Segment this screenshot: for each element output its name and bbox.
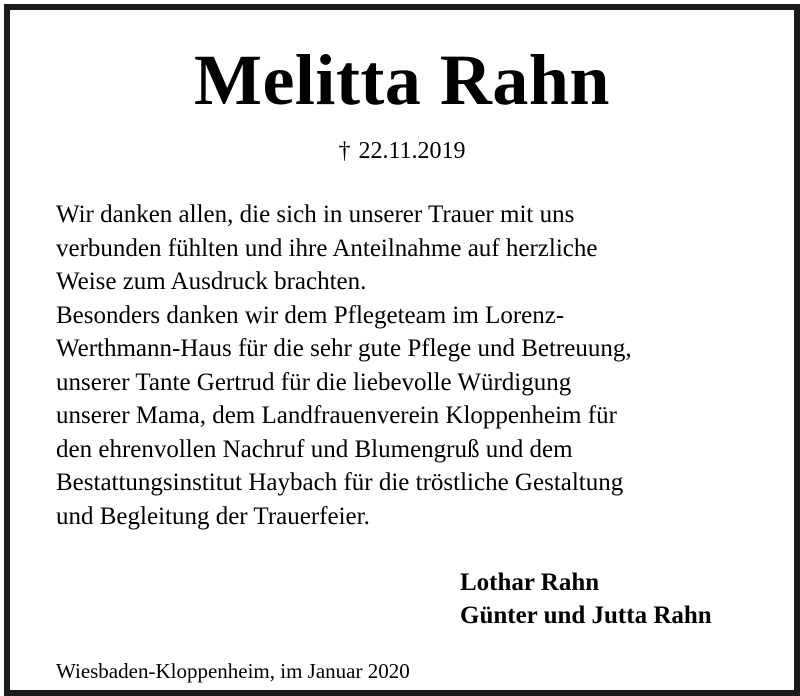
body-line: Wir danken allen, die sich in unserer Trauer mit uns bbox=[56, 201, 575, 228]
body-line: unserer Tante Gertrud für die liebevolle Würdigung bbox=[56, 368, 572, 396]
death-date-line bbox=[10, 136, 794, 166]
body-line: Weise zum Ausdruck brachten. bbox=[56, 268, 367, 295]
thank-you-text bbox=[56, 198, 776, 533]
body-line: Besonders danken wir dem Pflegeteam im Lorenz- bbox=[56, 301, 565, 329]
signers-block bbox=[460, 566, 712, 632]
deceased-name: Melitta Rahn bbox=[194, 40, 610, 120]
notice-frame bbox=[4, 4, 800, 696]
body-line: unserer Mama, dem Landfrauenverein Kloppenheim für bbox=[56, 402, 617, 429]
signer-name: Günter und Jutta Rahn bbox=[460, 602, 712, 629]
body-line: verbunden fühlten und ihre Anteilnahme auf herzliche bbox=[56, 234, 598, 262]
body-line: den ehrenvollen Nachruf und Blumengruß und dem bbox=[56, 435, 573, 463]
death-date: 22.11.2019 bbox=[358, 138, 466, 164]
body-line: und Begleitung der Trauerfeier. bbox=[56, 502, 370, 530]
body-line: Bestattungsinstitut Haybach für die tröstliche Gestaltung bbox=[56, 469, 624, 496]
signer-name: Lothar Rahn bbox=[460, 569, 600, 596]
cross-symbol: † bbox=[338, 138, 351, 164]
body-line: Werthmann-Haus für die sehr gute Pflege und Betreuung, bbox=[56, 335, 632, 362]
place-and-date: Wiesbaden-Kloppenheim, im Januar 2020 bbox=[56, 659, 410, 683]
